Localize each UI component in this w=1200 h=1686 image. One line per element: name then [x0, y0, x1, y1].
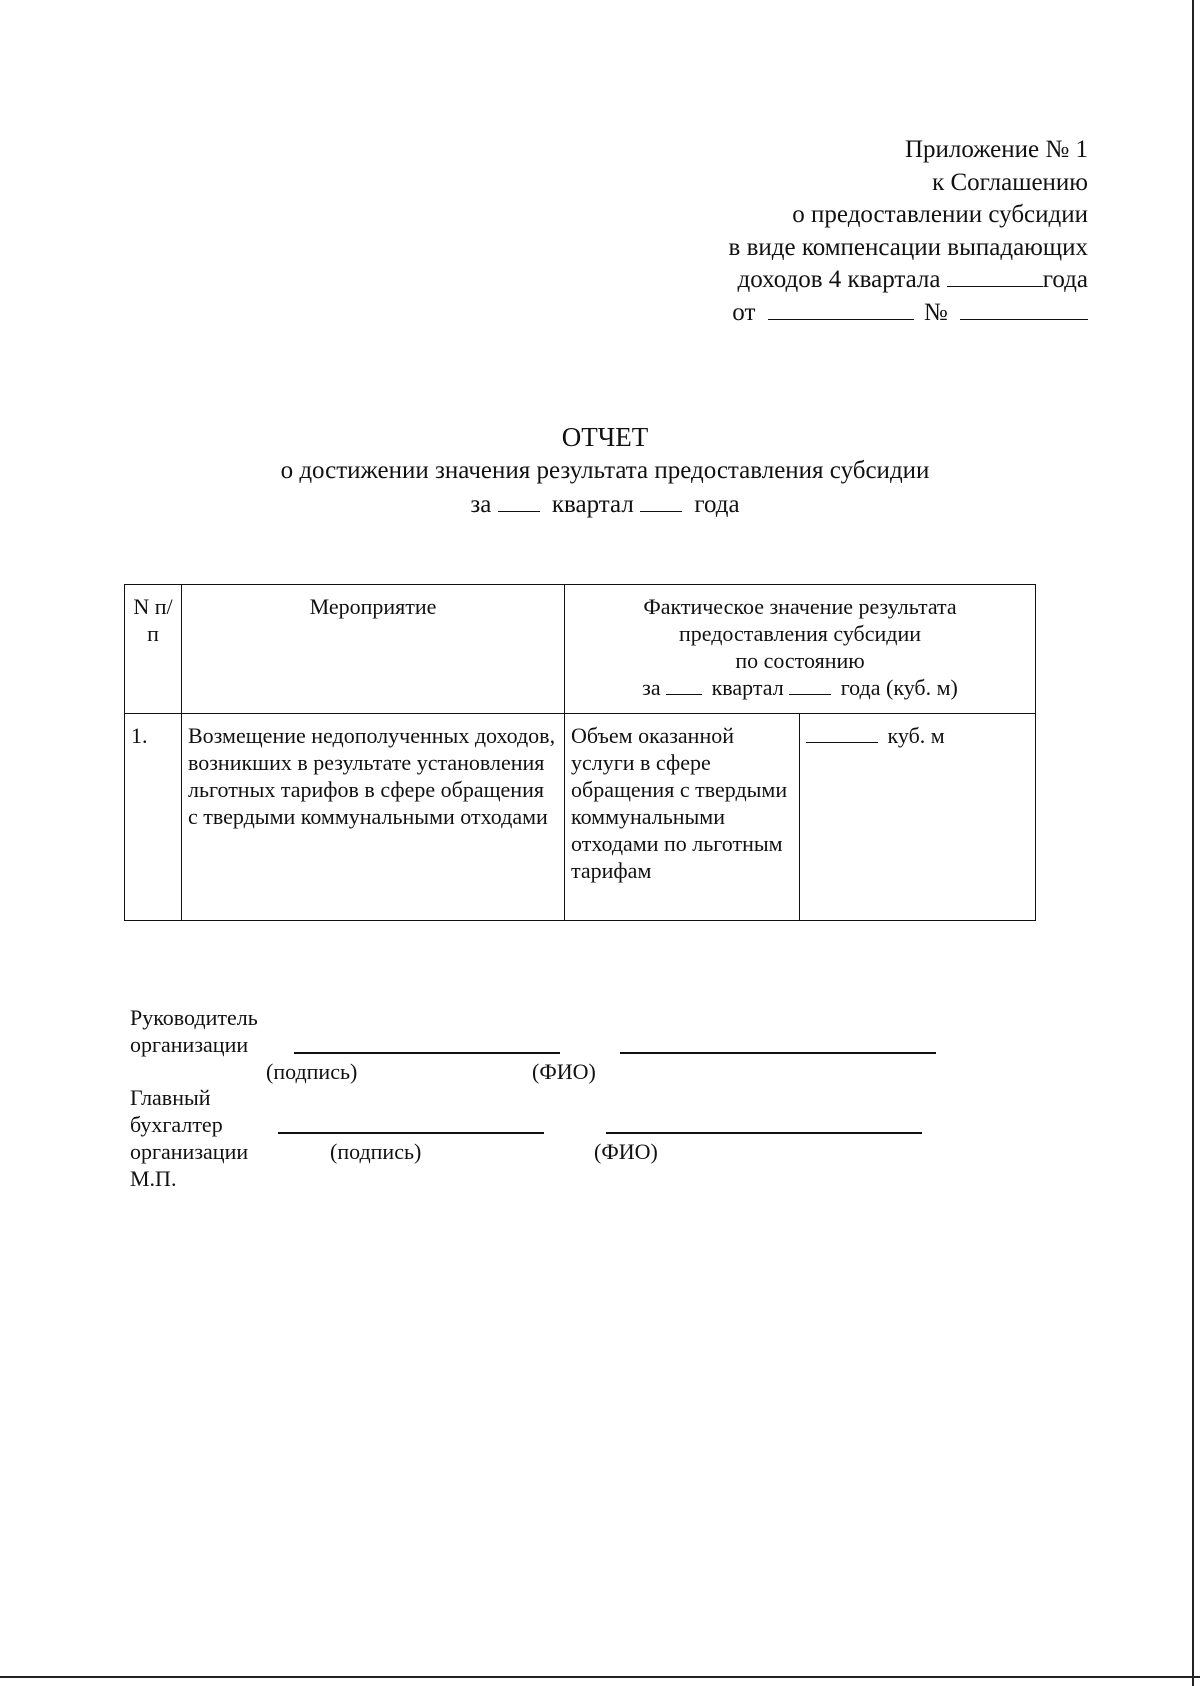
year-blank [947, 264, 1043, 287]
appendix-subsidy: о предоставлении субсидии [792, 201, 1088, 228]
appendix-number: Приложение № 1 [904, 136, 1088, 163]
report-table [124, 584, 1036, 921]
report-title-block [0, 420, 1200, 522]
appendix-compensation: в виде компенсации выпадающих [728, 233, 1088, 261]
number-label: № [923, 298, 948, 326]
appendix-quarter-line [528, 264, 1088, 297]
head-signature-caption: (подпись) [266, 1059, 358, 1084]
header-quarter-blank [666, 676, 702, 695]
accountant-fio-caption: (ФИО) [594, 1139, 658, 1164]
amount-unit: куб. м [887, 723, 945, 748]
appendix-quarter-prefix: доходов 4 квартала [737, 266, 941, 293]
period-middle: квартал [551, 491, 634, 518]
appendix-quarter-suffix: года [1042, 266, 1088, 293]
head-fio-caption: (ФИО) [532, 1059, 596, 1084]
row-description: Объем оказанной услуги в сфере обращения с твердыми коммунальными отходами по льготным тарифам [565, 714, 800, 921]
amount-blank [806, 724, 878, 743]
head-signature-line[interactable] [294, 1052, 560, 1054]
appendix-agreement: к Соглашению [932, 168, 1088, 196]
header-period-middle: квартал [711, 675, 784, 700]
quarter-blank [498, 489, 540, 512]
header-value-line1: Фактическое значение результата [643, 594, 957, 619]
accountant-label-1: Главный [130, 1085, 211, 1110]
stamp-place: М.П. [130, 1166, 177, 1191]
year-blank [640, 489, 682, 512]
head-label-1: Руководитель [130, 1005, 258, 1030]
report-title: ОТЧЕТ [561, 422, 649, 452]
head-label-2: организации [130, 1032, 249, 1057]
header-value-line3: по состоянию [735, 648, 865, 673]
accountant-label-3: организации [130, 1139, 249, 1164]
row-amount [800, 714, 1036, 921]
table-header-row [125, 585, 1036, 714]
header-period-prefix: за [642, 675, 661, 700]
scan-border-right [1192, 0, 1194, 1686]
table-row [125, 714, 1036, 921]
head-fio-line[interactable] [620, 1052, 936, 1054]
period-suffix: года [694, 491, 740, 518]
header-number: N п/п [125, 585, 182, 714]
header-event: Мероприятие [182, 585, 565, 714]
appendix-date-number-line [528, 297, 1088, 330]
row-event: Возмещение недополученных доходов, возникших в результате установления льготных тарифов в сфере обращения с твердыми коммунальными отходами [182, 714, 565, 921]
accountant-signature-caption: (подпись) [330, 1139, 422, 1164]
accountant-fio-line[interactable] [606, 1132, 922, 1134]
report-period [0, 488, 1200, 522]
header-value-period [571, 674, 1029, 701]
appendix-header [528, 134, 1088, 329]
period-prefix: за [470, 491, 492, 518]
header-year-blank [789, 676, 831, 695]
scan-border-bottom [0, 1676, 1200, 1678]
accountant-signature-line[interactable] [278, 1132, 544, 1134]
accountant-label-2: бухгалтер [130, 1112, 223, 1137]
report-subtitle: о достижении значения результата предоставления субсидии [280, 457, 930, 484]
number-blank [960, 297, 1088, 320]
date-label: от [732, 298, 756, 326]
row-number: 1. [125, 714, 182, 921]
header-actual-value [565, 585, 1036, 714]
header-period-suffix: года (куб. м) [840, 675, 958, 700]
header-value-line2: предоставления субсидии [678, 621, 922, 646]
date-blank [768, 297, 914, 320]
